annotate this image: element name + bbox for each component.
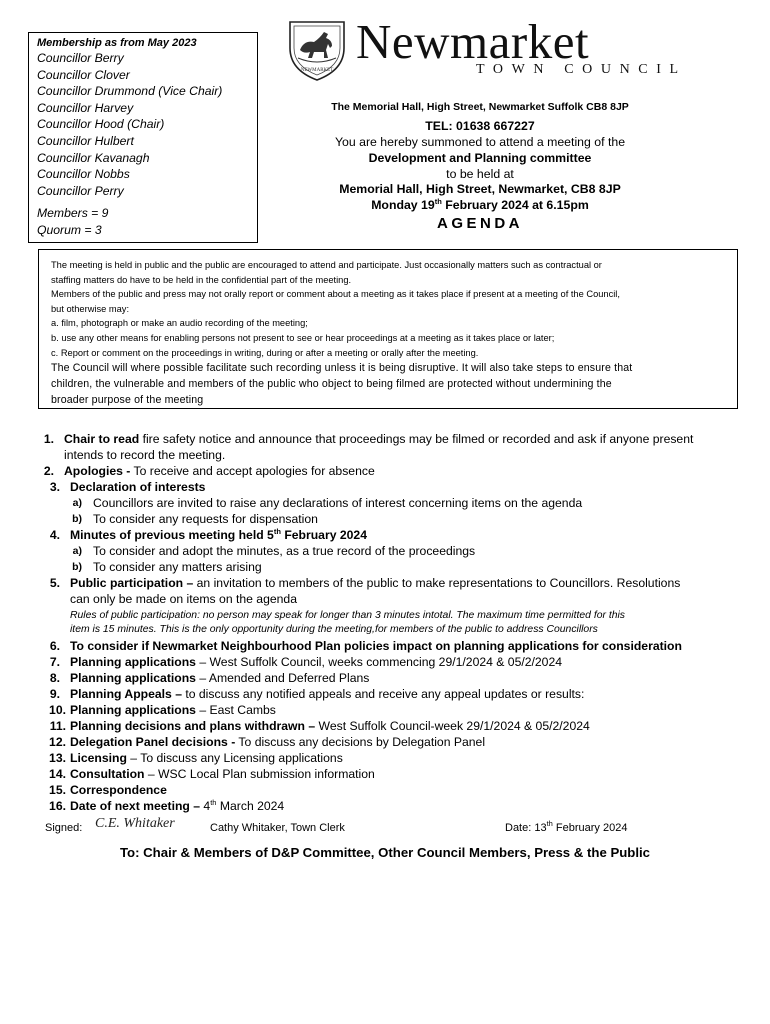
item-heading: Date of next meeting – xyxy=(70,799,201,813)
item-text: – Amended and Deferred Plans xyxy=(195,671,370,685)
item-heading-end: February 2024 xyxy=(280,528,367,542)
date-text: Date: 13 xyxy=(505,822,547,834)
item-text: – WSC Local Plan submission information xyxy=(144,767,375,781)
item-heading: Planning decisions and plans withdrawn – xyxy=(70,719,316,733)
svg-text:NEWMARKET: NEWMARKET xyxy=(300,68,334,73)
membership-box xyxy=(28,32,258,243)
item-heading: Planning Appeals – xyxy=(70,687,182,701)
item-heading: Planning applications xyxy=(70,655,196,669)
council-address: The Memorial Hall, High Street, Newmarket Suffolk CB8 8JP xyxy=(331,101,629,113)
item-number: 11. xyxy=(49,719,66,733)
item-number: 13. xyxy=(49,751,66,765)
councillor-list-item: Councillor Drummond (Vice Chair) xyxy=(37,84,223,99)
clerk-name: Cathy Whitaker, Town Clerk xyxy=(210,822,345,834)
logo-wordmark: Newmarket xyxy=(356,14,590,69)
item-number: 14. xyxy=(49,767,66,781)
subitem-text: To consider any requests for dispensation xyxy=(93,512,318,526)
notice-text: broader purpose of the meeting xyxy=(51,394,204,407)
committee-name: Development and Planning committee xyxy=(368,151,592,165)
item-number: 5. xyxy=(49,576,60,590)
meeting-datetime xyxy=(270,198,690,212)
membership-heading: Membership as from May 2023 xyxy=(37,37,197,49)
item-text: can only be made on items on the agenda xyxy=(70,592,297,606)
distribution-line: To: Chair & Members of D&P Committee, Other Council Members, Press & the Public xyxy=(119,845,651,860)
item-text-end: March 2024 xyxy=(216,799,285,813)
item-number: 2. xyxy=(43,464,54,478)
handwritten-signature: C.E. Whitaker xyxy=(95,816,175,831)
item-heading: Correspondence xyxy=(70,783,167,797)
item-heading: Public participation – xyxy=(70,576,194,590)
quorum-count: Quorum = 3 xyxy=(37,222,102,237)
meeting-venue: Memorial Hall, High Street, Newmarket, CB8 8JP xyxy=(339,182,621,196)
date-text-end: February 2024 xyxy=(552,822,628,834)
item-heading: To consider if Newmarket Neighbourhood Plan policies impact on planning applications for consideration xyxy=(70,639,682,653)
item-number: 4. xyxy=(49,528,60,542)
signature-date xyxy=(505,819,628,834)
item-number: 7. xyxy=(49,655,60,669)
councillor-list-item: Councillor Clover xyxy=(37,67,130,82)
council-telephone: TEL: 01638 667227 xyxy=(425,119,535,133)
item-text: To receive and accept apologies for absence xyxy=(130,464,375,478)
item-heading: Minutes of previous meeting held 5 xyxy=(70,528,274,542)
item-number: 10. xyxy=(49,703,66,717)
item-text: fire safety notice and announce that proceedings may be filmed or recorded and ask if anyone present xyxy=(139,432,694,446)
councillor-list-item: Councillor Kavanagh xyxy=(37,150,150,165)
subitem-text: To consider and adopt the minutes, as a true record of the proceedings xyxy=(93,544,476,558)
item-text: To discuss any decisions by Delegation Panel xyxy=(235,735,486,749)
councillor-list-item: Councillor Perry xyxy=(37,183,124,198)
notice-text: The Council will where possible facilitate such recording unless it is being disruptive. It will also take steps to ensure that xyxy=(51,362,633,375)
item-number: 1. xyxy=(43,432,54,446)
summons-line: You are hereby summoned to attend a meeting of the xyxy=(334,135,626,149)
item-text: – West Suffolk Council, weeks commencing 29/1/2024 & 05/2/2024 xyxy=(195,655,563,669)
subitem-letter: a) xyxy=(72,497,82,509)
councillor-list-item: Councillor Harvey xyxy=(37,100,134,115)
councillor-list-item: Councillor Hulbert xyxy=(37,133,134,148)
item-number: 6. xyxy=(49,639,60,653)
date-text: Monday 19 xyxy=(371,198,435,212)
councillor-list-item: Councillor Nobbs xyxy=(37,167,130,182)
notice-text: Members of the public and press may not orally report or comment about a meeting as it takes place if present at a meeting of the Council, xyxy=(51,289,620,300)
item-text: an invitation to members of the public to make representations to Councillors. Resolutions xyxy=(193,576,681,590)
notice-text: but otherwise may: xyxy=(51,303,130,314)
subitem-letter: b) xyxy=(72,513,82,525)
item-number: 8. xyxy=(49,671,60,685)
councillor-list-item: Councillor Hood (Chair) xyxy=(37,117,165,132)
item-text: 4 xyxy=(200,799,211,813)
ordinal-suffix: th xyxy=(273,527,281,536)
item-number: 12. xyxy=(49,735,66,749)
item-text: to discuss any notified appeals and receive any appeal updates or results: xyxy=(181,687,585,701)
rules-text: Rules of public participation: no person may speak for longer than 3 minutes intotal. The maximum time permitted for this xyxy=(70,610,626,621)
item-heading: Planning applications xyxy=(70,703,196,717)
public-notice-box xyxy=(38,249,738,409)
rules-text: item is 15 minutes. This is the only opportunity during the meeting,for members of the public to address Councillors xyxy=(70,624,598,635)
item-heading: Chair to read xyxy=(64,432,140,446)
item-heading: Planning applications xyxy=(70,671,196,685)
date-text-end: February 2024 at 6.15pm xyxy=(441,198,589,212)
item-text: West Suffolk Council-week 29/1/2024 & 05/2/2024 xyxy=(315,719,590,733)
subitem-text: To consider any matters arising xyxy=(93,560,262,574)
item-text: – East Cambs xyxy=(195,703,276,717)
ordinal-suffix: th xyxy=(210,798,217,807)
item-heading: Consultation xyxy=(70,767,145,781)
item-heading: Licensing xyxy=(70,751,127,765)
subitem-text: Councillors are invited to raise any declarations of interest concerning items on the agenda xyxy=(93,496,583,510)
notice-text: c. Report or comment on the proceedings in writing, during or after a meeting or orally after the meeting. xyxy=(51,347,479,358)
signed-label: Signed: xyxy=(45,822,83,834)
subitem-letter: a) xyxy=(72,545,82,557)
notice-text: children, the vulnerable and members of the public who object to being filmed are protected without undermining the xyxy=(51,378,612,391)
item-heading: Declaration of interests xyxy=(70,480,206,494)
date-suffix: th xyxy=(546,819,553,828)
held-at-line: to be held at xyxy=(446,167,514,181)
notice-text: b. use any other means for enabling persons not present to see or hear proceedings at a meeting as it takes place or later; xyxy=(51,332,555,343)
notice-text: a. film, photograph or make an audio recording of the meeting; xyxy=(51,318,308,329)
subitem-letter: b) xyxy=(72,561,82,573)
item-heading: Delegation Panel decisions - xyxy=(70,735,236,749)
notice-text: staffing matters do have to be held in the confidential part of the meeting. xyxy=(51,274,352,285)
item-heading: Apologies - xyxy=(64,464,131,478)
date-suffix: th xyxy=(434,197,442,206)
item-number: 16. xyxy=(49,799,66,813)
town-crest-icon xyxy=(284,18,350,82)
notice-text: The meeting is held in public and the public are encouraged to attend and participate. Just occasionally matters such as contractual or xyxy=(51,260,602,270)
item-number: 15. xyxy=(49,783,66,797)
item-text: intends to record the meeting. xyxy=(64,448,226,462)
item-text: – To discuss any Licensing applications xyxy=(126,751,343,765)
members-count: Members = 9 xyxy=(37,206,109,221)
councillor-list-item: Councillor Berry xyxy=(37,51,124,65)
logo-subtitle: TOWN COUNCIL xyxy=(476,62,687,77)
agenda-title: AGENDA xyxy=(436,215,523,232)
item-number: 3. xyxy=(49,480,60,494)
item-number: 9. xyxy=(49,687,60,701)
